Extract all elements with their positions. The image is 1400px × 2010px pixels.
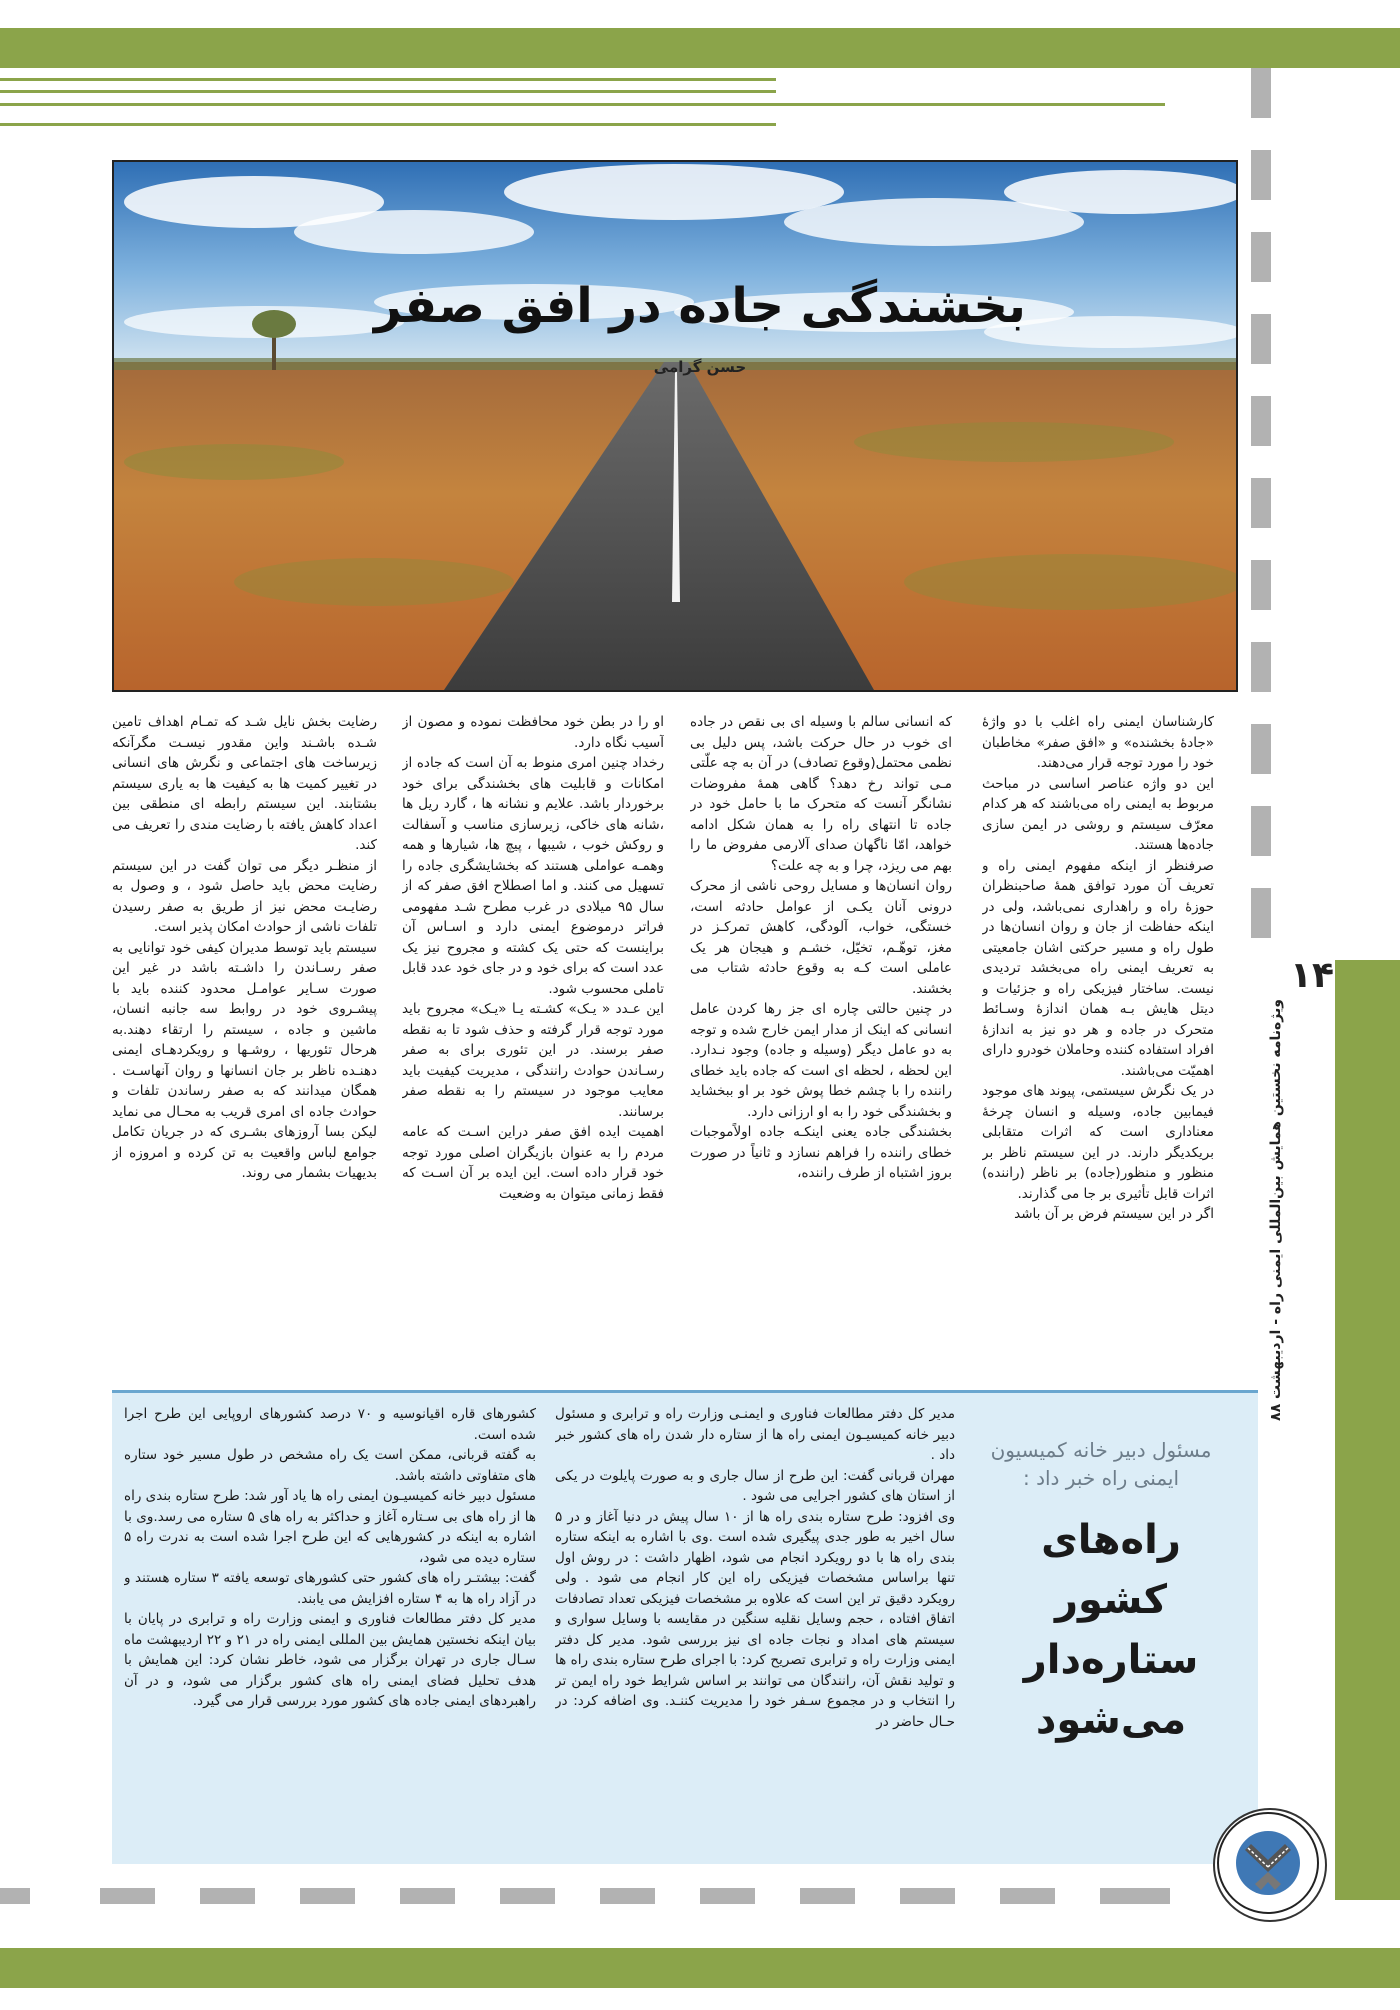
- paragraph: صرفنظر از اینکه مفهوم ایمنی راه و تعریف آن مورد توافق همهٔ صاحبنظران حوزهٔ راه و راهداری نمی‌باشد، ولی در اینکه حفاظت از جان و روان انسان‌ها در طول راه و مسیر حرکتی اشان جامعیتی به تعریف ایمنی راه می‌بخشد تردیدی نیست. ساختار فیزیکی راه و جزئیات و دیتل هایش بـه همان اندازهٔ وسـائط متحرک در جاده و هر دو نیز به اندازهٔ افراد استفاده کننده وحاملان خودرو دارای اهمیّت می‌باشند.: [982, 857, 1214, 1079]
- road-logo-icon: [1215, 1810, 1321, 1916]
- paragraph: وی افزود: طرح ستاره بندی راه ها از ۱۰ سال پیش در دنیا آغاز و در ۵ سال اخیر به طور جدی پیگیری شده است .وی با اشاره به اینکه ستاره بندی راه ها با دو رویکرد انجام می شود، اظهار داشت : در روش اول تنها براساس مشخصات فیزیکی راه این کار انجام می شود . ولی رویکرد دقیق تر این است که علاوه بر مشخصات فیزیکی تعداد تصادفات اتفاق افتاده ، حجم وسایل نقلیه سنگین در مقایسه با وسایل سواری و سیستم های امداد و نجات جاده ای نیز بررسی شود. مدیر کل دفتر ایمنی وزارت راه و ترابری تصریح کرد: با اجرای طرح ستاره بندی راه ها و تولید نقش آن، رانندگان می توانند بر اساس شرایط خود راه ایمن تر را انتخاب و در مجموع سـفر خود را مدیریت کننـد. وی اضافه کرد: در حـال حاضر در: [555, 1508, 955, 1730]
- issue-caption: ویژه‌نامه نخستین همایش بین‌المللی ایمنی راه - اردیبهشت ۸۸: [1268, 999, 1284, 1421]
- paragraph: مدیر کل دفتر مطالعات فناوری و ایمنـی وزارت راه و ترابری و مسئول دبیر خانه کمیسیـون ایمنی راه ها از ستاره دار شدن راه های کشور خبر داد .: [555, 1406, 955, 1463]
- paragraph: رخداد چنین امری منوط به آن است که جاده از امکانات و قابلیت های بخشندگی برای خود برخوردار باشد. علایم و نشانه ها ، گارد ریل ها ،شانه های خاکی، زیرسازی مناسب و آسفالت و روکش خوب ، شیبها ، پیچ ها، شیارها و همه وهمـه عواملی هستند که بخشایشگری جاده را تسهیل می کنند. و اما اصطلاح افق صفر که از سال ۹۵ میلادی در غرب مطرح شـد مفهومی فراتر درموضوع ایمنی دارد و اسـاس آن براینست که حتی یک کشته و مجروح نیز یک عدد است که برای خود و در جای خود عدد قابل تاملی محسوب شود.: [402, 755, 664, 997]
- paragraph: که انسانی سالم با وسیله ای بی نقص در جاده ای خوب در حال حرکت باشد، پس دلیل بی نظمی محتمل(وقوع تصادف) در آن به چه علّتی مـی تواند رخ دهد؟ گاهی همهٔ مفروضات نشانگر آنست که متحرک ما با حامل خود در جاده تا انتهای راه را به همان شکل ادامه خواهد، امّا ناگهان صدای آلارمی مفروض ما را بهم می ریزد، چرا و به چه علت؟: [690, 714, 952, 874]
- vertical-dash: [1251, 642, 1271, 692]
- news-headline: راه‌های کشور ستاره‌دار می‌شود: [1023, 1517, 1199, 1743]
- paragraph: در چنین حالتی چاره ای جز رها کردن عامل انسانی که اینک از مدار ایمن خارج شده و توجه به دو عامل دیگر (وسیله و جاده) وجود نـدارد. این لحظه ، لحظه ای است که جاده باید خطای راننده را با چشم خطا پوش خود بر او ببخشاید و بخشندگی خود را به او ارزانی دارد.: [690, 1001, 952, 1120]
- horizontal-dash: [600, 1888, 655, 1904]
- vertical-dash: [1251, 150, 1271, 200]
- vertical-dash: [1251, 478, 1271, 528]
- paragraph: گفت: بیشتـر راه های کشور حتی کشورهای توسعه یافته ۳ ستاره هستند و در آزاد راه ها به ۴ ستاره افزایش می یابند.: [124, 1570, 536, 1607]
- paragraph: روان انسان‌ها و مسایل روحی ناشی از محرک درونی آنان یکـی از عوامل حادثه است، خستگی، خواب، آلودگی، کاهش تمرکـز در مغز، توهّـم، تخیّل، خشـم و هیجان هر یک عاملی است کـه به وقوع حادثه شتاب می بخشند.: [690, 878, 952, 997]
- paragraph: کارشناسان ایمنی راه اغلب با دو واژهٔ «جادهٔ بخشنده» و «افق صفر» مخاطبان خود را مورد توجه قرار می‌دهند.: [982, 714, 1214, 771]
- news-column-1: [555, 1404, 955, 1854]
- horizontal-dash: [800, 1888, 855, 1904]
- horizontal-dash: [1000, 1888, 1055, 1904]
- paragraph: اگر در این سیستم فرض بر آن باشد: [1014, 1206, 1214, 1222]
- horizontal-dash: [100, 1888, 155, 1904]
- article-author: حسن گرامی: [653, 358, 747, 376]
- bottom-decorative-band: [0, 1948, 1400, 1988]
- article-title: بخشندگی جاده در افق صفر: [374, 278, 1026, 334]
- paragraph: رضایت بخش نایل شـد که تمـام اهداف تامین شـده باشـند واین مقدور نیسـت مگرآنکه زیرساخت های اجتماعی و نگرش های انسانی در تغییر کمیت ها به کیفیت ها به یاری سیستم بشتابند. این سیستم رابطه ای منطقی بین اعداد کاهش یافته با رضایت مندی را تعریف می کند.: [112, 714, 377, 853]
- conference-logo: [1213, 1808, 1327, 1922]
- page-number: ۱۴: [1290, 955, 1334, 996]
- right-decorative-band: [1335, 960, 1400, 1900]
- vertical-dash: [1251, 396, 1271, 446]
- horizontal-dash: [700, 1888, 755, 1904]
- paragraph: به گفته قربانی، ممکن است یک راه مشخص در طول مسیر خود ستاره های متفاوتی داشته باشد.: [124, 1447, 536, 1484]
- horizontal-dash: [200, 1888, 255, 1904]
- horizontal-dash: [400, 1888, 455, 1904]
- vertical-dash: [1251, 888, 1271, 938]
- top-rule-1: [0, 78, 776, 81]
- article-column-1: [982, 712, 1214, 1397]
- article-column-4: [112, 712, 377, 1397]
- paragraph: مدیر کل دفتر مطالعات فناوری و ایمنی وزارت راه و ترابری در پایان با بیان اینکه نخستین همایش بین المللی ایمنی راه در ۲۱ و ۲۲ اردیبهشت ماه سـال جاری در تهران برگزار می شود، خاطر نشان کرد: این همایش با هدف تحلیل فضای ایمنی راه های کشور برگزار می شود، و در آن راهبردهای ایمنی جاده های کشور مورد بررسی قرار می گیرد.: [124, 1611, 536, 1709]
- top-decorative-band: [0, 28, 1400, 68]
- article-column-2: [690, 712, 952, 1397]
- paragraph: این دو واژه عناصر اساسی در مباحث مربوط به ایمنی راه می‌باشند که هر کدام معرّف سیستم و روشی در ایمن سازی جاده‌ها هستند.: [982, 775, 1214, 853]
- paragraph: سیستم باید توسط مدیران کیفی خود توانایی به صفر رسـاندن را داشـته باشد در غیر این صورت سـایر عوامـل محدود کننده باید با پیشـروی خود در روابط سه جانبه انسان، ماشین و جاده ، سیستم را ارتقاء دهند.به هرحال تئوریها ، روشـها و رویکردهـای ایمنی دهنـده ناظر بر جان انسانها و روان آنهاسـت . همگان میدانند که به صفر رساندن تلفات و حوادث جاده ای امری قریب به محـال می نماید لیکن بسا آروزهای بشـری که در جریان تکامل جوامع لباس واقعیت به تن کرده و امروزه از بدیهیات بشمار می روند.: [112, 939, 377, 1181]
- vertical-dash: [1251, 68, 1271, 118]
- vertical-dash: [1251, 560, 1271, 610]
- article-column-3: [402, 712, 664, 1397]
- paragraph: مسئول دبیر خانه کمیسیـون ایمنی راه ها یاد آور شد: طرح ستاره بندی راه ها از راه های بی سـتاره آغاز و حداکثر به راه های ۵ ستاره می رسد.وی با اشاره به اینکه در کشورهایی که این طرح اجرا شده است به ندرت راه ۵ ستاره دیده می شود،: [124, 1488, 536, 1566]
- road-illustration: [114, 162, 1236, 690]
- vertical-dash: [1251, 724, 1271, 774]
- paragraph: بخشندگی جاده یعنی اینکـه جاده اولاًموجبات خطای راننده را فراهم نسازد و ثانیاً در صورت بروز اشتباه از طرف راننده،: [690, 1124, 952, 1181]
- vertical-dash: [1251, 232, 1271, 282]
- paragraph: این عـدد « یـک» کشـته یـا «یـک» مجروح باید مورد توجه قرار گرفته و حذف شود تا به نقطه صفر برسند. در این تئوری برای به صفر رسـاندن حوادث رانندگی ، مدیریت کیفیت باید معایب موجود در سیستم را به نقطه صفر برسانند.: [402, 1001, 664, 1120]
- top-rule-3: [0, 103, 1165, 106]
- paragraph: کشورهای قاره اقیانوسیه و ۷۰ درصد کشورهای اروپایی این طرح اجرا شده است.: [124, 1406, 536, 1443]
- news-column-2: [124, 1404, 536, 1854]
- horizontal-dash: [1100, 1888, 1170, 1904]
- top-rule-4: [0, 123, 776, 126]
- hero-road-image: [112, 160, 1238, 692]
- top-rule-2: [0, 90, 776, 93]
- horizontal-dash: [300, 1888, 355, 1904]
- paragraph: مهران قربانی گفت: این طرح از سال جاری و به صورت پایلوت در یکی از استان های کشور اجرایی می شود .: [555, 1467, 955, 1504]
- news-kicker: مسئول دبیر خانه کمیسیون ایمنی راه خبر داد :: [990, 1438, 1212, 1490]
- paragraph: از منظـر دیگر می توان گفت در این سیستم رضایت محض باید حاصل شود ، و وصول به رضایـت محض نیز از طریق به صفر رسیدن تلفات ناشی از حوادث امکان پذیر است.: [112, 857, 377, 935]
- paragraph: او را در بطن خود محافظت نموده و مصون از آسیب نگاه دارد.: [402, 714, 664, 751]
- horizontal-dash: [900, 1888, 955, 1904]
- paragraph: در یک نگرش سیستمی، پیوند های موجود فیمابین جاده، وسیله و انسان چرخهٔ معناداری است که اثرات متقابلی بریکدیگر دارند. در این سیستم ناظر بر منظور و منظور(جاده) بر ناظر (راننده) اثرات قابل تأثیری بر جا می گذارند.: [982, 1083, 1214, 1202]
- paragraph: اهمیت ایده افق صفر دراین اسـت که عامه مردم را به عنوان بازیگران اصلی مورد توجه خود قرار داده است. این ایده بر آن اسـت که فقط زمانی میتوان به وضعیت: [402, 1124, 664, 1202]
- horizontal-dash: [500, 1888, 555, 1904]
- horizontal-dash: [0, 1888, 30, 1904]
- vertical-dash: [1251, 806, 1271, 856]
